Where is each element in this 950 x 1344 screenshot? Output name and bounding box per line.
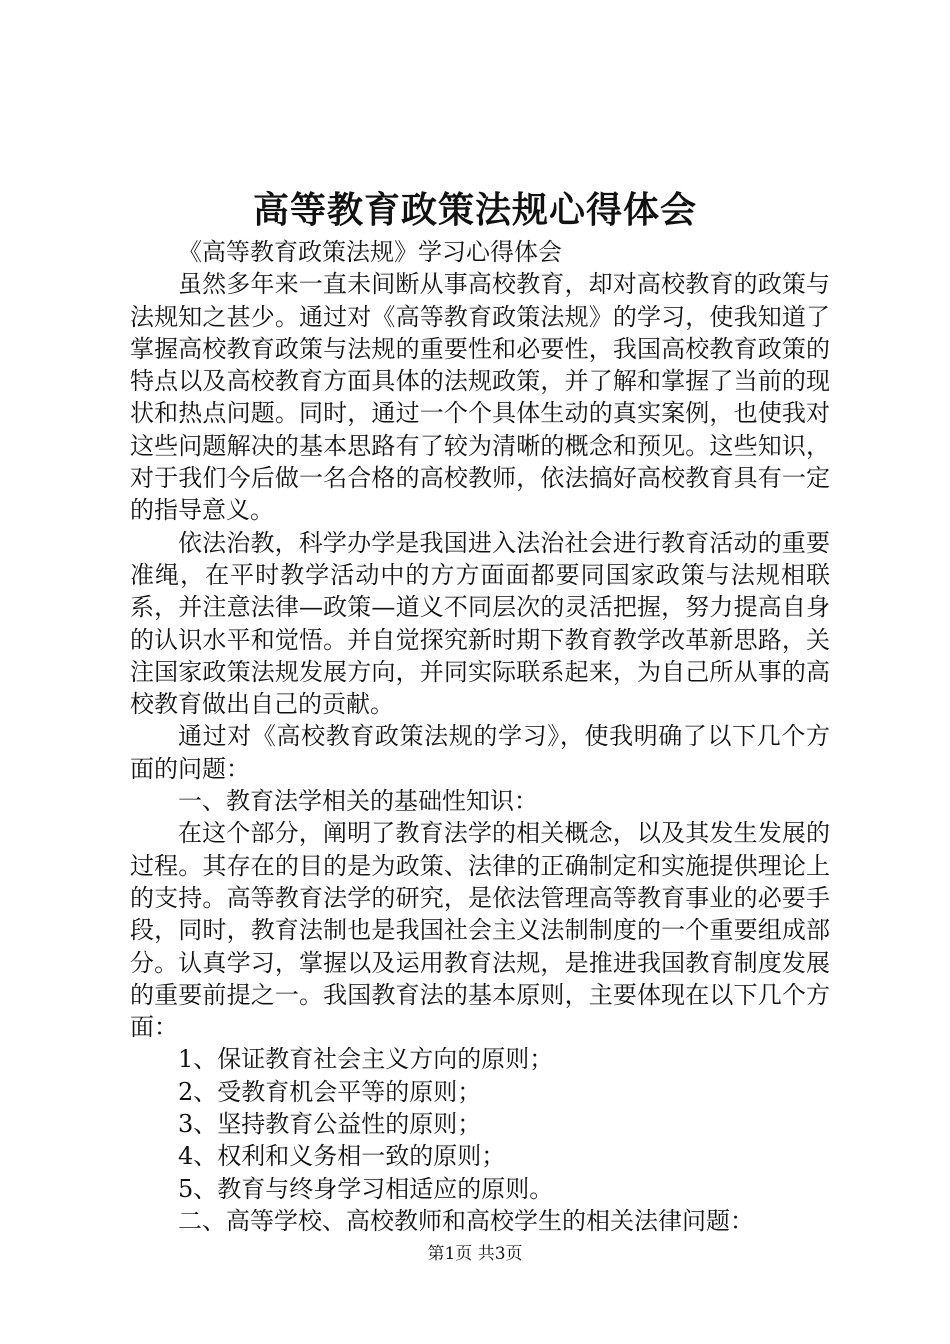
section-heading-2: 二、高等学校、高校教师和高校学生的相关法律问题： xyxy=(178,1206,754,1235)
paragraph-learning-outcomes: 通过对《高校教育政策法规的学习》，使我明确了以下几个方面的问题： xyxy=(130,722,830,783)
paragraph-rule-of-law: 依法治教，科学办学是我国进入法治社会进行教育活动的重要准绳，在平时教学活动中的方方面面都要同国家政策与法规相联系，并注意法律—政策—道义不同层次的灵活把握，努力提高自身的认识水平和觉悟。并自觉探究新时期下教育教学改革新思路，关注国家政策法规发展方向，并同实际联系起来，为自己所从事的高校教育做出自己的贡献。 xyxy=(130,528,830,719)
principle-item: 4、权利和义务相一致的原则； xyxy=(178,1142,506,1171)
principle-item: 5、教育与终身学习相适应的原则。 xyxy=(178,1174,554,1203)
page-footer: 第1页 共3页 xyxy=(427,1244,523,1264)
document-subtitle: 《高等教育政策法规》学习心得体会 xyxy=(178,238,562,266)
section-heading-1: 一、教育法学相关的基础性知识： xyxy=(178,787,538,816)
document-body xyxy=(130,236,830,1237)
principle-item: 2、受教育机会平等的原则； xyxy=(178,1077,482,1106)
document-title: 高等教育政策法规心得体会 xyxy=(252,189,697,231)
paragraph-education-law: 在这个部分，阐明了教育法学的相关概念，以及其发生发展的过程。其存在的目的是为政策、法律的正确制定和实施提供理论上的支持。高等教育法学的研究，是依法管理高等教育事业的必要手段，同时，教育法制也是我国社会主义法制制度的一个重要组成部分。认真学习，掌握以及运用教育法规，是推进我国教育制度发展的重要前提之一。我国教育法的基本原则，主要体现在以下几个方面： xyxy=(130,819,830,1042)
principle-item: 1、保证教育社会主义方向的原则； xyxy=(178,1045,554,1074)
paragraph-intro: 虽然多年来一直未间断从事高校教育，却对高校教育的政策与法规知之甚少。通过对《高等教育政策法规》的学习，使我知道了掌握高校教育政策与法规的重要性和必要性，我国高校教育政策的特点以及高校教育方面具体的法规政策，并了解和掌握了当前的现状和热点问题。同时，通过一个个具体生动的真实案例，也使我对这些问题解决的基本思路有了较为清晰的概念和预见。这些知识，对于我们今后做一名合格的高校教师，依法搞好高校教育具有一定的指导意义。 xyxy=(130,270,830,525)
principle-item: 3、坚持教育公益性的原则； xyxy=(178,1110,482,1139)
